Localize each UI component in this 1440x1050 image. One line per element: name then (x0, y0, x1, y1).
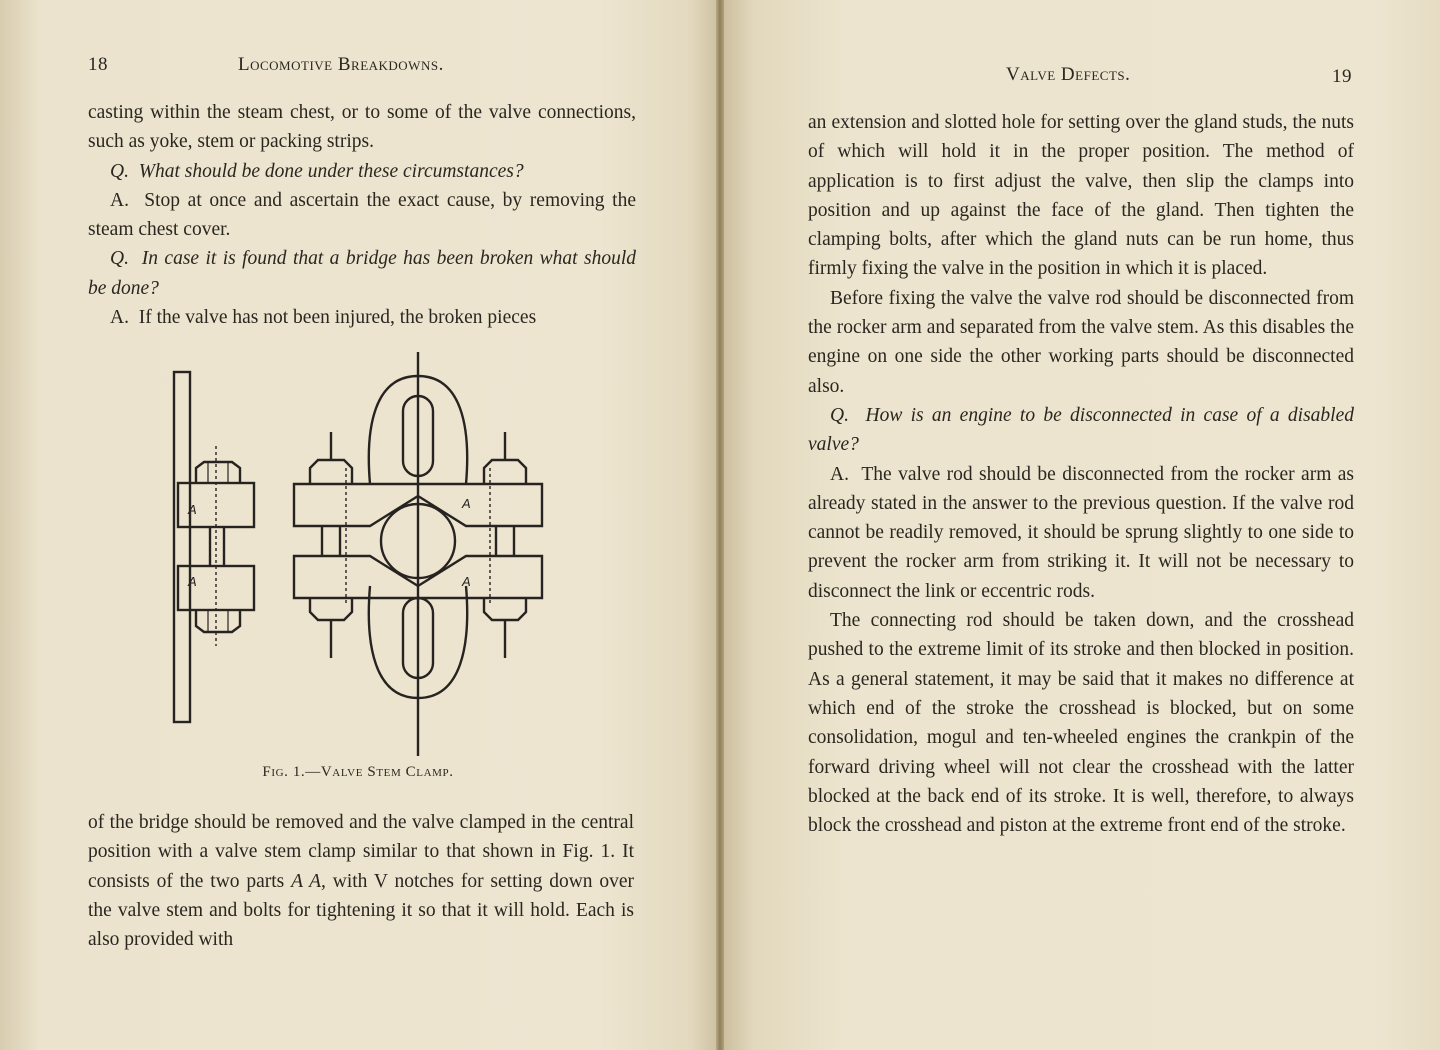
question: Q. In case it is found that a bridge has been broken what should be done? (88, 248, 637, 299)
left-page (0, 0, 716, 1050)
valve-stem-clamp-drawing (160, 346, 560, 766)
answer: A. If the valve has not been injured, the broken pieces (110, 307, 537, 329)
side-view-label-upper: A (188, 502, 197, 517)
left-running-head: Locomotive Breakdowns. (238, 54, 444, 75)
side-view-label-lower: A (188, 574, 197, 589)
answer: A. Stop at once and ascertain the exact cause, by removing the steam chest cover. (88, 189, 637, 241)
paragraph: casting within the steam chest, or to some of the valve connections, such as yoke, stem or packing strips. (88, 102, 636, 153)
right-page-number: 19 (1332, 66, 1352, 87)
figure-caption: Fig. 1.—Valve Stem Clamp. (262, 764, 454, 780)
side-view-bar (174, 372, 190, 722)
front-view-label-upper: A (462, 496, 471, 511)
left-bottom-text (88, 808, 634, 954)
valve-stem-clamp-figure (160, 346, 560, 766)
front-view-label-lower: A (462, 574, 471, 589)
paragraph: The connecting rod should be taken down, and the crosshead pushed to the extreme limit of its stroke and then blocked in position. As a general statement, it may be said that it makes no difference at which end of the stroke the crosshead is blocked, but on some consolidation, mogul and ten-wheeled engines the crankpin of the forward driving wheel will not clear the crosshead with the latter blocked at the back end of its stroke. It is well, therefore, to always block the crosshead and piston at the extreme front end of the stroke. (808, 610, 1354, 837)
right-text (808, 108, 1354, 840)
paragraph: an extension and slotted hole for setting over the gland studs, the nuts of which will hold it in the proper position. The method of application is to first adjust the valve, then slip the clamps into position and up against the face of the gland. Then tighten the clamping bolts, after which the gland nuts can be run home, thus firmly fixing the valve in the position in which it is placed. (808, 112, 1354, 280)
side-view-nut-top (196, 462, 240, 483)
question: Q. How is an engine to be disconnected in case of a disabled valve? (808, 404, 1354, 456)
right-page (724, 0, 1440, 1050)
left-page-header (0, 54, 716, 84)
paragraph: Before fixing the valve the valve rod should be disconnected from the rocker arm and separated from the valve stem. As this disables the engine on one side the other working parts should be disconnected also. (808, 287, 1354, 397)
book-gutter (716, 0, 724, 1050)
question: Q. What should be done under these circumstances? (110, 160, 524, 182)
paragraph: of the bridge should be removed and the valve clamped in the central position with a valve stem clamp similar to that shown in Fig. 1. It consists of the two parts A A, with V notches for setting down over the valve stem and bolts for tightening it so that it will hold. Each is also provided with (88, 812, 635, 951)
right-page-header (724, 54, 1440, 87)
left-top-text (88, 98, 636, 332)
left-page-number: 18 (88, 54, 108, 75)
answer: A. The valve rod should be disconnected from the rocker arm as already stated in the answer to the previous question. If the valve rod cannot be readily removed, it should be sprung slightly to one side to prevent the rocker arm from striking it. It will not be necessary to disconnect the link or eccentric rods. (808, 463, 1354, 602)
right-running-head: Valve Defects. (1006, 64, 1131, 85)
side-view-nut-bottom (196, 610, 240, 632)
